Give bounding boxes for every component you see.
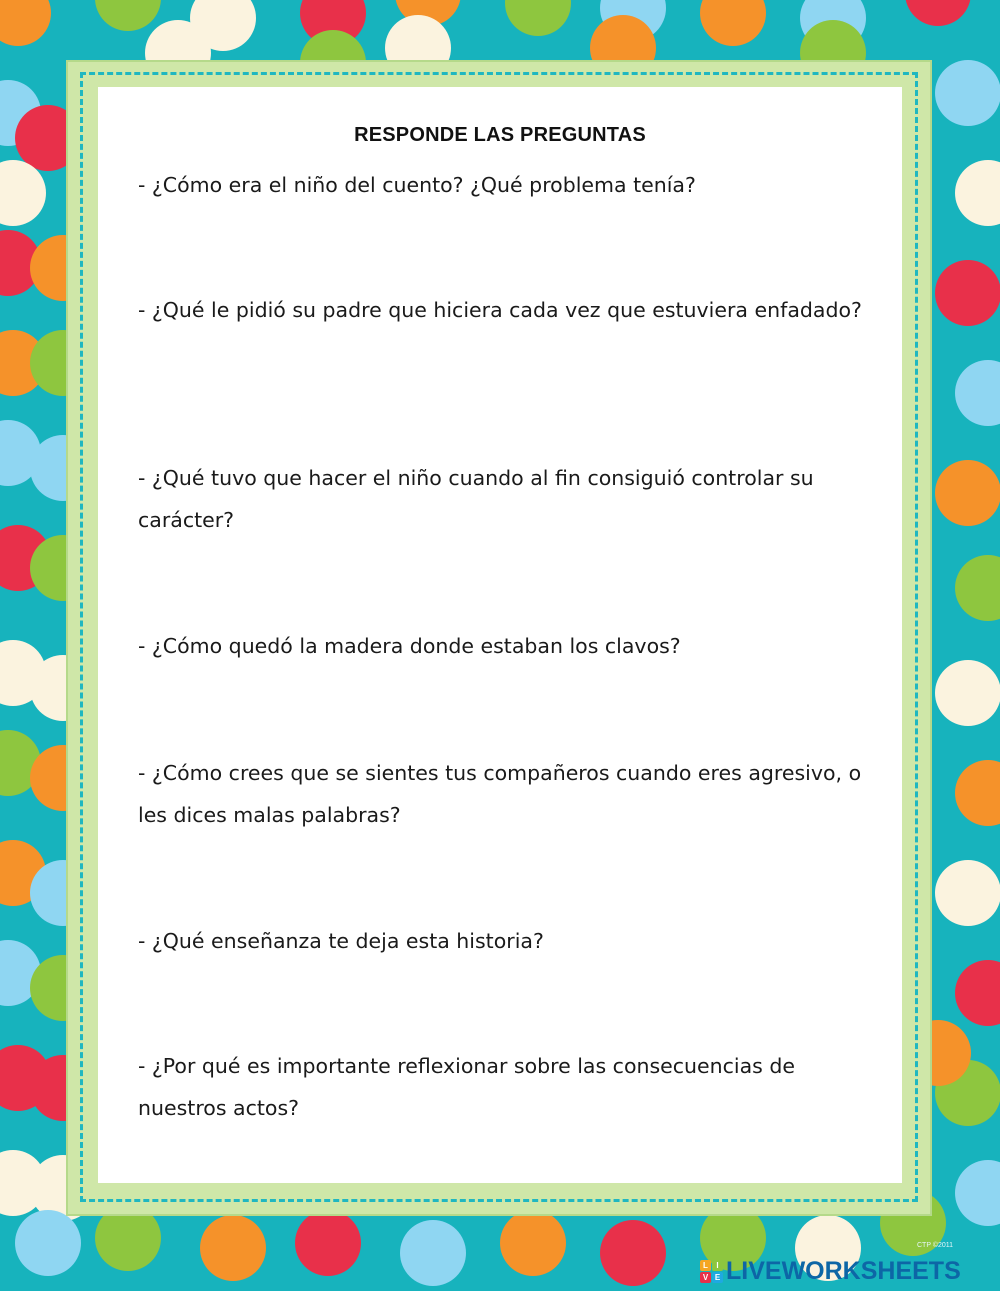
worksheet-title: RESPONDE LAS PREGUNTAS [354,124,646,146]
liveworksheets-mark-icon [700,1260,723,1283]
liveworksheets-wordmark: LIVEWORKSHEETS [726,1256,961,1285]
polka-dot [955,1160,1000,1226]
liveworksheets-logo[interactable] [700,1258,961,1284]
logo-letter-e: E [712,1272,723,1283]
question-2: - ¿Qué le pidió su padre que hiciera cada vez que estuviera enfadado? [138,298,862,322]
logo-letter-i: I [712,1260,723,1271]
polka-dot [200,1215,266,1281]
polka-dot [935,860,1000,926]
question-3: - ¿Qué tuvo que hacer el niño cuando al fin consiguió controlar su carácter? [138,466,814,532]
polka-dot [95,1205,161,1271]
polka-dot [600,1220,666,1286]
logo-letter-l: L [700,1260,711,1271]
polka-dot [505,0,571,36]
polka-dot [935,460,1000,526]
polka-dot [935,60,1000,126]
question-4: - ¿Cómo quedó la madera donde estaban los clavos? [138,634,681,658]
polka-dot [500,1210,566,1276]
question-1: - ¿Cómo era el niño del cuento? ¿Qué problema tenía? [138,173,696,197]
logo-letter-v: V [700,1272,711,1283]
polka-dot [955,760,1000,826]
polka-dot [400,1220,466,1286]
question-7: - ¿Por qué es importante reflexionar sobre las consecuencias de nuestros actos? [138,1054,796,1120]
polka-dot [955,960,1000,1026]
polka-dot [935,660,1000,726]
question-6: - ¿Qué enseñanza te deja esta historia? [138,929,544,953]
copyright-notice: CTP ©2011 [917,1242,954,1249]
polka-dot [0,0,51,46]
polka-dot [295,1210,361,1276]
question-5: - ¿Cómo crees que se sientes tus compañeros cuando eres agresivo, o les dices malas palabras? [138,761,862,827]
polka-dot [955,160,1000,226]
polka-dot [955,555,1000,621]
polka-dot [15,1210,81,1276]
polka-dot [700,0,766,46]
polka-dot [935,260,1000,326]
polka-dot [905,0,971,26]
polka-dot [955,360,1000,426]
polka-dot [95,0,161,31]
